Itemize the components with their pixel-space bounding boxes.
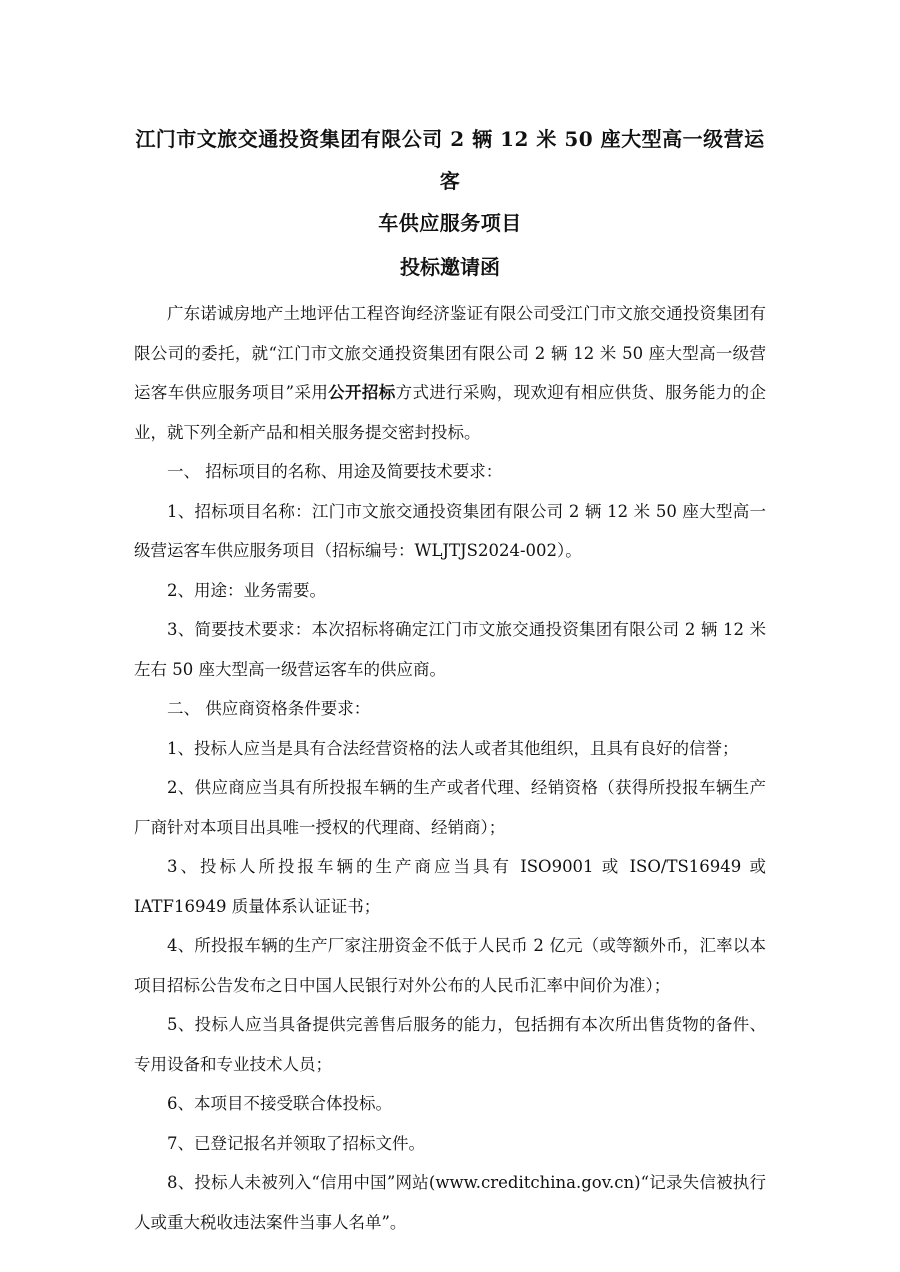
document-body: [134, 294, 766, 1242]
section-1-item-1: 1、招标项目名称：江门市文旅交通投资集团有限公司 2 辆 12 米 50 座大型高一级营运客车供应服务项目（招标编号：WLJTJS2024-002）。: [134, 501, 766, 560]
section-2-item-5: 5、投标人应当具备提供完善售后服务的能力，包括拥有本次所出售货物的备件、专用设备和专业技术人员；: [134, 1015, 766, 1074]
section-1-heading: 一、 招标项目的名称、用途及简要技术要求：: [167, 462, 503, 481]
document-title-line-2: 车供应服务项目: [378, 211, 522, 235]
section-2-heading: 二、 供应商资格条件要求：: [167, 699, 371, 718]
document-title-line-1: 江门市文旅交通投资集团有限公司 2 辆 12 米 50 座大型高一级营运客: [135, 127, 765, 193]
section-2-item-6: 6、本项目不接受联合体投标。: [167, 1094, 392, 1113]
document-subtitle: 投标邀请函: [400, 255, 500, 279]
intro-bold-text: 公开招标: [328, 383, 396, 402]
section-2-item-3: 3、投标人所投报车辆的生产商应当具有 ISO9001 或 ISO/TS16949 或 IATF16949 质量体系认证证书；: [134, 857, 766, 916]
section-2-item-8: 8、投标人未被列入“信用中国”网站(www.creditchina.gov.cn)“记录失信被执行人或重大税收违法案件当事人名单”。: [134, 1173, 766, 1232]
intro-paragraph: [134, 294, 766, 452]
section-2-item-7: 7、已登记报名并领取了招标文件。: [167, 1133, 425, 1153]
section-2-item-4: 4、所投报车辆的生产厂家注册资金不低于人民币 2 亿元（或等额外币，汇率以本项目招标公告发布之日中国人民银行对外公布的人民币汇率中间价为准）；: [134, 936, 766, 995]
intro-text-after: 方式进行采购，现欢迎有相应供货、服务能力的企业，就下列全新产品和相关服务提交密封投标。: [134, 383, 767, 442]
intro-text-before: 广东诺诚房地产土地评估工程咨询经济鉴证有限公司受江门市文旅交通投资集团有限公司的委托，就“江门市文旅交通投资集团有限公司 2 辆 12 米 50 座大型高一级营运客车供应服务项目”采用: [134, 304, 766, 402]
section-2-item-1: 1、投标人应当是具有合法经营资格的法人或者其他组织，且具有良好的信誉；: [167, 738, 739, 758]
section-2-item-2: 2、供应商应当具有所投报车辆的生产或者代理、经销资格（获得所投报车辆生产厂商针对本项目出具唯一授权的代理商、经销商）；: [134, 778, 766, 837]
section-1-item-3: 3、简要技术要求：本次招标将确定江门市文旅交通投资集团有限公司 2 辆 12 米左右 50 座大型高一级营运客车的供应商。: [134, 620, 766, 679]
section-1-item-2: 2、用途：业务需要。: [167, 580, 326, 600]
